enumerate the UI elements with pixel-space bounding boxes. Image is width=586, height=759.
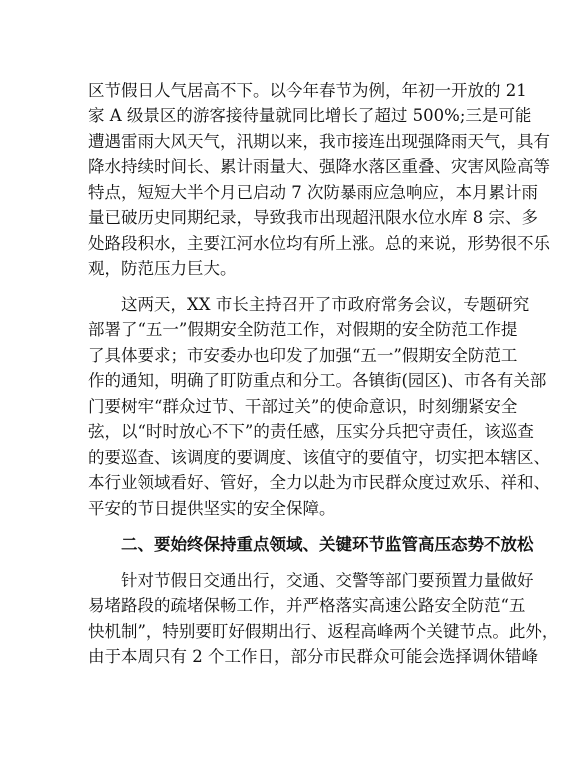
paragraph-3-line-1: 针对节假日交通出行，交通、交警等部门要预置力量做好 [121, 571, 534, 590]
paragraph-2-line-5: 门要树牢“群众过节、干部过关”的使命意识，时刻绷紧安全 [88, 397, 518, 416]
paragraph-1-line-3: 遭遇雷雨大风天气，汛期以来，我市接连出现强降雨天气，具有 [88, 132, 550, 151]
paragraph-1-line-2: 家 A 级景区的游客接待量就同比增长了超过 500%;三是可能 [88, 106, 532, 125]
paragraph-3-line-2: 易堵路段的疏堵保畅工作，并严格落实高速公路安全防范“五 [88, 596, 526, 615]
paragraph-3-line-4: 由于本周只有 2 个工作日，部分市民群众可能会选择调休错峰 [88, 647, 538, 666]
paragraph-1-line-7: 处路段积水，主要江河水位均有所上涨。总的来说，形势很不乐 [88, 234, 550, 253]
paragraph-2-line-8: 本行业领域看好、管好，全力以赴为市民群众度过欢乐、祥和、 [88, 473, 550, 492]
paragraph-2-line-2: 部署了“五一”假期安全防范工作，对假期的安全防范工作提 [88, 320, 518, 339]
paragraph-1-line-5: 特点，短短大半个月已启动 7 次防暴雨应急响应，本月累计雨 [88, 183, 538, 202]
paragraph-1-line-1: 区节假日人气居高不下。以今年春节为例，年初一开放的 21 [88, 81, 527, 100]
paragraph-2-line-3: 了具体要求；市安委办也印发了加强“五一”假期安全防范工 [88, 346, 518, 365]
paragraph-2-line-1: 这两天，XX 市长主持召开了市政府常务会议，专题研究 [121, 295, 530, 314]
paragraph-2-line-9: 平安的节日提供坚实的安全保障。 [88, 499, 336, 518]
paragraph-2-line-6: 弦，以“时时放心不下”的责任感，压实分兵把守责任，该巡查 [88, 422, 534, 441]
paragraph-1-line-6: 量已破历史同期纪录，导致我市出现超汛限水位水库 8 宗、多 [88, 208, 538, 227]
paragraph-3-line-3: 快机制”，特别要盯好假期出行、返程高峰两个关键节点。此外， [88, 622, 559, 641]
paragraph-1-line-4: 降水持续时间长、累计雨量大、强降水落区重叠、灾害风险高等 [88, 157, 550, 176]
section-heading-2: 二、要始终保持重点领域、关键环节监管高压态势不放松 [121, 535, 534, 554]
paragraph-2-line-7: 的要巡查、该调度的要调度、该值守的要值守，切实把本辖区、 [88, 448, 550, 467]
paragraph-1-line-8: 观，防范压力巨大。 [88, 259, 237, 278]
paragraph-2-line-4: 作的通知，明确了盯防重点和分工。各镇街(园区)、市各有关部 [88, 371, 547, 390]
